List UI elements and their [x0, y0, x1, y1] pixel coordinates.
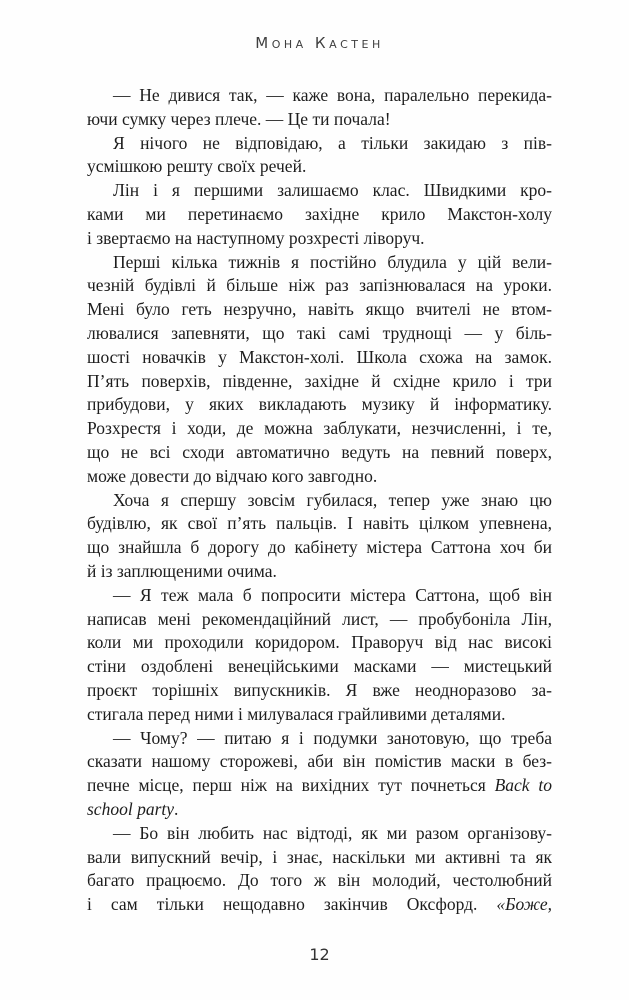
- text-segment: може довести до відчаю кого завгодно.: [87, 465, 378, 486]
- text-line: [87, 703, 552, 727]
- text-line: [87, 227, 552, 251]
- text-line: [87, 798, 552, 822]
- text-segment: — Бо він любить нас відтоді, як ми разом організову-: [113, 822, 552, 843]
- text-segment: проєкт торішніх випускників. Я вже неодноразово за-: [87, 679, 552, 700]
- text-segment: Перші кілька тижнів я постійно блудила у цій вели-: [113, 251, 552, 272]
- text-segment: — Чому? — питаю я і подумки занотовую, що треба: [113, 727, 552, 748]
- text-line: [87, 322, 552, 346]
- text-segment: і сам тільки нещодавно закінчив Оксфорд.: [87, 894, 497, 915]
- text-segment: вали випускний вечір, і знає, наскільки ми активні та як: [87, 846, 552, 867]
- text-segment: сказати нашому сторожеві, аби він помістив маски в без-: [87, 751, 552, 772]
- text-line: [87, 155, 552, 179]
- text-segment: — Не дивися так, — каже вона, паралельно перекида-: [113, 85, 552, 105]
- paragraph: [87, 727, 552, 822]
- text-line: [87, 774, 552, 798]
- text-segment: шості новачків у Макстон-холі. Школа схожа на замок.: [87, 346, 552, 367]
- text-line: [87, 512, 552, 536]
- text-segment: лювалися запевняти, що такі самі труднощі — у біль-: [87, 322, 552, 343]
- paragraph: [87, 84, 552, 132]
- paragraph: [87, 489, 552, 584]
- text-line: [87, 274, 552, 298]
- text-segment: будівлю, як свої п’ять пальців. І навіть цілком упевнена,: [87, 513, 552, 534]
- text-line: [87, 465, 552, 489]
- text-line: [87, 560, 552, 584]
- text-line: [87, 727, 552, 751]
- text-segment: стигала перед ними і милувалася грайливими деталями.: [87, 703, 506, 724]
- text-line: [87, 489, 552, 513]
- text-segment: Хоча я спершу зовсім губилася, тепер уже знаю цю: [113, 489, 552, 510]
- text-segment: чезній будівлі й більше ніж раз запізнювалася на уроки.: [87, 275, 552, 296]
- text-line: [87, 846, 552, 870]
- text-line: [87, 655, 552, 679]
- text-line: [87, 869, 552, 893]
- text-line: [87, 750, 552, 774]
- paragraph: [87, 251, 552, 489]
- paragraph: [87, 822, 552, 917]
- text-line: [87, 441, 552, 465]
- paragraph: [87, 132, 552, 180]
- text-segment: Я нічого не відповідаю, а тільки закидаю з пів-: [113, 132, 552, 153]
- text-line: [87, 251, 552, 275]
- text-segment: написав мені рекомендаційний лист, — пробубоніла Лін,: [87, 608, 552, 629]
- text-segment: і звертаємо на наступному розхресті ліворуч.: [87, 227, 425, 248]
- text-segment: усмішкою решту своїх речей.: [87, 156, 307, 177]
- text-segment: прибудови, у яких викладають музику й інформатику.: [87, 394, 552, 415]
- running-header-author: Мона Кастен: [255, 34, 384, 52]
- text-segment: Лін і я першими залишаємо клас. Швидкими кро-: [113, 180, 552, 201]
- text-line: [87, 108, 552, 132]
- page-body-text: [87, 84, 552, 917]
- text-line: [87, 679, 552, 703]
- paragraph: [87, 179, 552, 250]
- text-segment: ками ми перетинаємо західне крило Макстон-холу: [87, 203, 552, 224]
- italic-text-segment: Back to: [494, 775, 552, 796]
- text-segment: ючи сумку через плече. — Це ти почала!: [87, 108, 391, 129]
- text-segment: коли ми проходили коридором. Праворуч від нас високі: [87, 632, 552, 653]
- text-segment: багато працюємо. До того ж він молодий, честолюбний: [87, 870, 552, 891]
- text-segment: П’ять поверхів, південне, західне й східне крило і три: [87, 370, 552, 391]
- text-segment: стіни оздоблені венеційськими масками — мистецький: [87, 656, 552, 677]
- text-line: [87, 132, 552, 156]
- text-line: [87, 417, 552, 441]
- text-segment: Розхрестя і ходи, де можна заблукати, незчисленні, і те,: [87, 418, 552, 439]
- text-line: [87, 179, 552, 203]
- text-line: [87, 631, 552, 655]
- text-line: [87, 84, 552, 108]
- text-segment: Мені було геть незручно, навіть якщо вчителі не втом-: [87, 299, 552, 320]
- text-line: [87, 370, 552, 394]
- text-line: [87, 298, 552, 322]
- text-segment: печне місце, перш ніж на вихідних тут почнеться: [87, 775, 495, 796]
- text-segment: що знайшла б дорогу до кабінету містера Саттона хоч би: [87, 537, 552, 558]
- text-line: [87, 393, 552, 417]
- text-line: [87, 203, 552, 227]
- text-segment: .: [174, 798, 179, 819]
- text-line: [87, 822, 552, 846]
- text-segment: й із заплющеними очима.: [87, 560, 277, 581]
- text-line: [87, 346, 552, 370]
- text-line: [87, 893, 552, 917]
- page-number: 12: [309, 945, 330, 964]
- paragraph: [87, 584, 552, 727]
- text-segment: що не всі сходи автоматично ведуть на певний поверх,: [87, 441, 552, 462]
- text-line: [87, 608, 552, 632]
- text-line: [87, 584, 552, 608]
- italic-text-segment: school party: [87, 798, 175, 819]
- text-segment: — Я теж мала б попросити містера Саттона, щоб він: [113, 584, 552, 605]
- italic-text-segment: «Боже,: [496, 894, 552, 915]
- text-line: [87, 536, 552, 560]
